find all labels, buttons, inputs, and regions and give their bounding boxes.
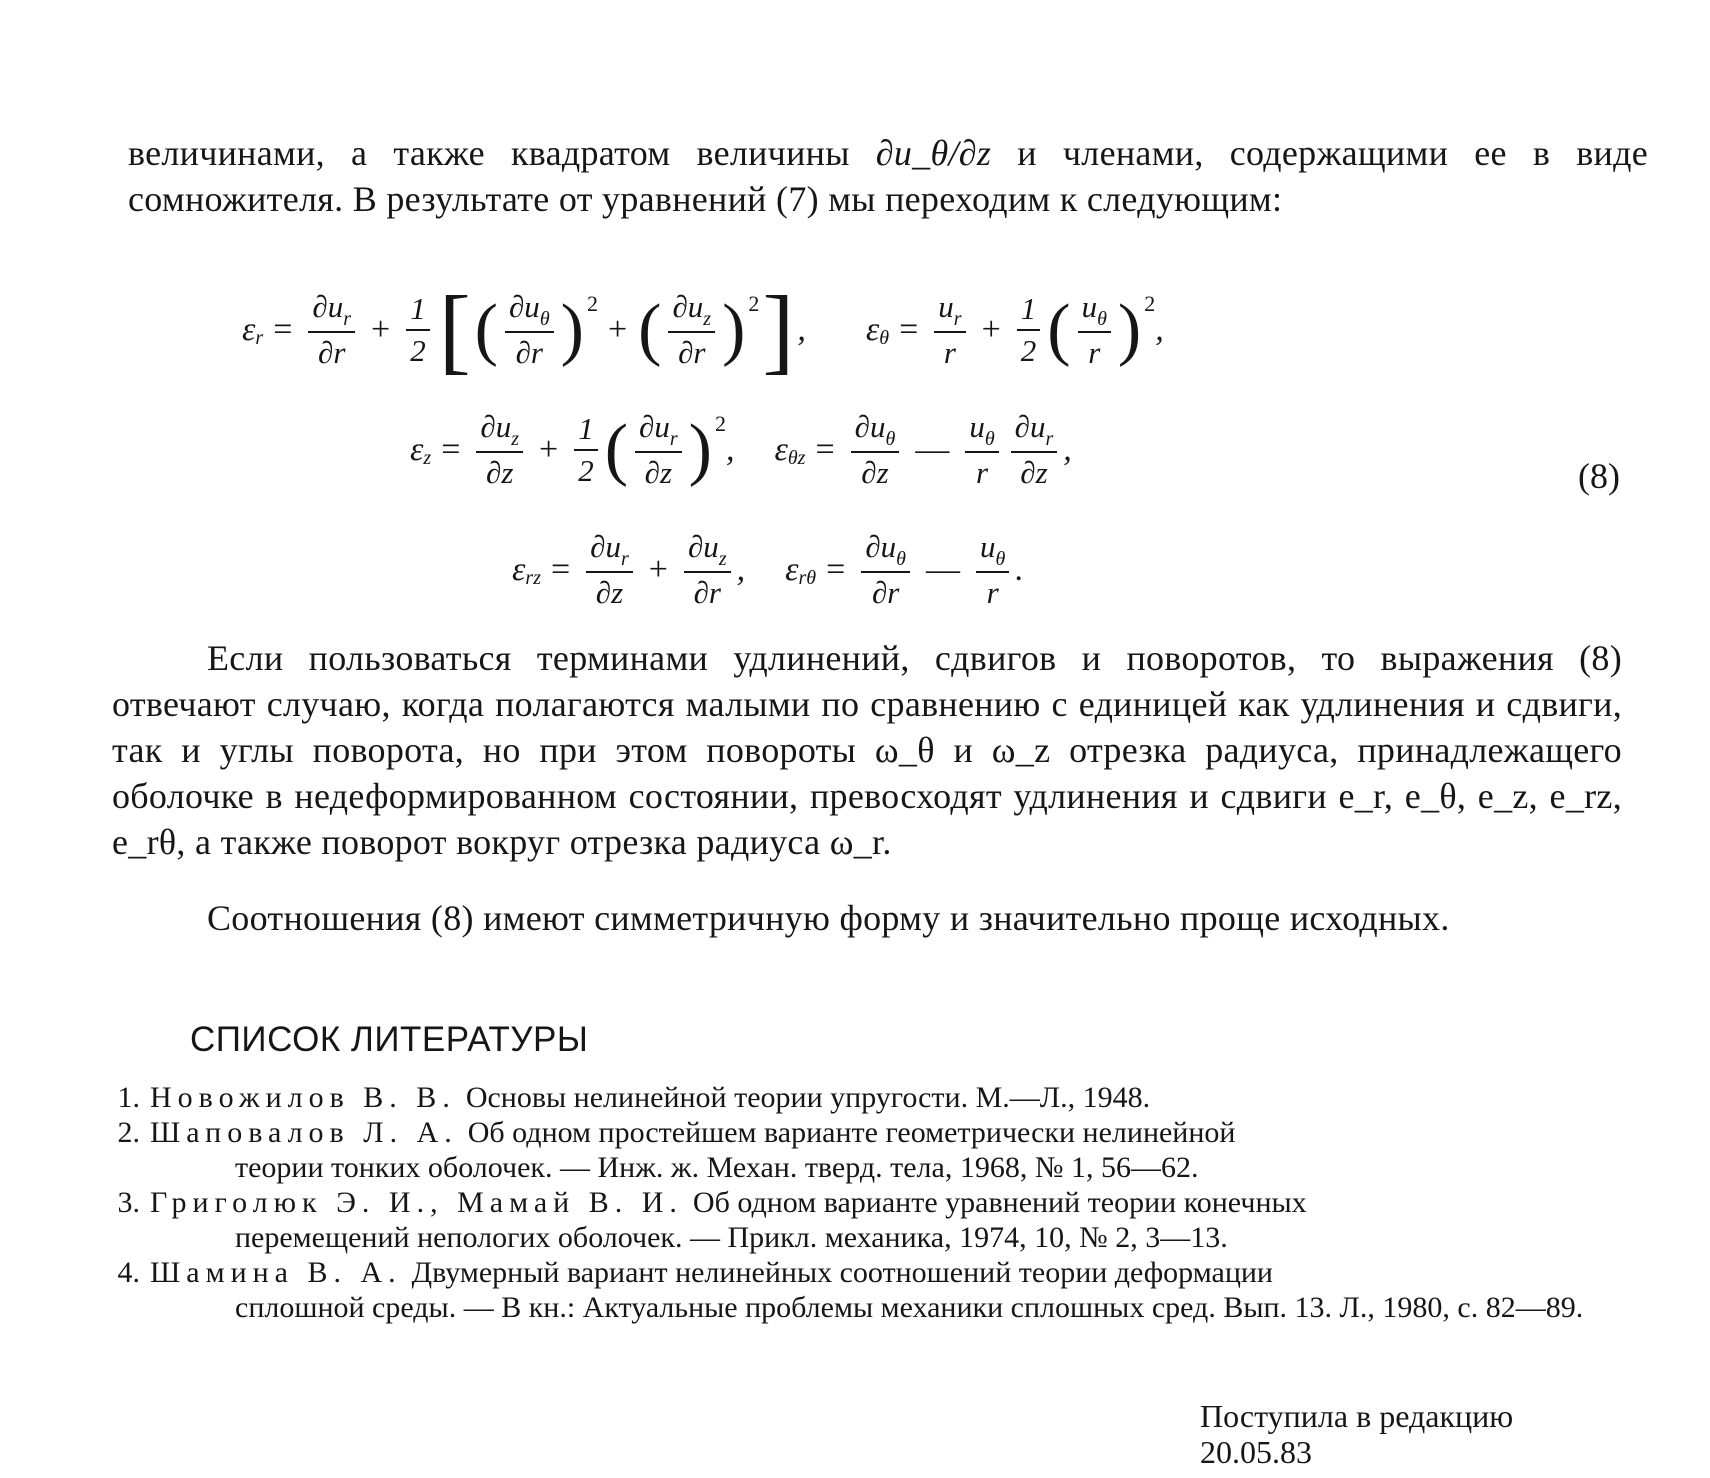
sub-r: r [953, 308, 962, 330]
num-u: u [1081, 289, 1098, 324]
reference-number: 3. [117, 1186, 140, 1219]
sub-r: r [255, 326, 264, 349]
den-two: 2 [410, 333, 426, 368]
fraction-dur-dz [586, 530, 633, 610]
sub-theta: θ [984, 428, 995, 450]
minus-sign: — [915, 431, 950, 468]
intro-text-a: величинами, а также квадратом величины [128, 133, 876, 173]
den-dr: ∂r [318, 335, 346, 370]
num-one: 1 [574, 412, 598, 451]
den-dr: ∂r [693, 575, 721, 610]
fraction-dutheta-dz [851, 410, 900, 490]
equals-sign: = [826, 551, 846, 588]
reference-continuation: перемещений непологих оболочек. — Прикл. механика, 1974, 10, № 2, 3—13. [235, 1221, 1228, 1254]
num-du: ∂u [639, 409, 670, 444]
den-dz: ∂z [486, 455, 514, 490]
num-du: ∂u [312, 289, 344, 324]
reference-author: Шамина В. А. [150, 1256, 402, 1289]
fraction-dur-dz [1011, 410, 1058, 490]
sup-two: 2 [714, 411, 726, 436]
reference-text: Об одном простейшем варианте геометрически нелинейной [467, 1116, 1236, 1149]
equals-sign: = [550, 551, 571, 588]
reference-body [150, 1255, 1612, 1325]
num-du: ∂u [590, 529, 621, 564]
reference-item [92, 1115, 1612, 1185]
epsilon-symbol: ε [785, 551, 799, 588]
fraction-half [1017, 292, 1041, 368]
den-r: r [943, 335, 956, 370]
reference-continuation: теории тонких оболочек. — Инж. ж. Механ. тверд. тела, 1968, № 1, 56—62. [235, 1151, 1199, 1184]
sub-rz: rz [525, 566, 541, 589]
fraction-utheta-r [965, 410, 998, 490]
sub-z: z [718, 548, 727, 570]
den-dz: ∂z [644, 455, 673, 490]
num-du: ∂u [865, 529, 897, 564]
right-paren: ) [688, 411, 712, 488]
epsilon-symbol: ε [410, 431, 424, 468]
reference-author: Шаповалов Л. А. [150, 1116, 458, 1149]
equals-sign: = [815, 431, 835, 468]
intro-text-b: и членами, содержащими ее в виде сомножителя. В результате от уравнений (7) мы переходим к следующим: [128, 133, 1648, 219]
epsilon-symbol: ε [242, 311, 256, 348]
plus-sign: + [539, 431, 559, 468]
reference-text: Об одном варианте уравнений теории конечных [692, 1186, 1307, 1219]
sub-theta: θ [539, 308, 550, 330]
sub-theta: θ [879, 326, 890, 349]
plus-sign: + [648, 551, 668, 588]
epsilon-symbol: ε [512, 551, 526, 588]
fraction-dutheta-dr [861, 530, 910, 610]
reference-text: Двумерный вариант нелинейных соотношений теории деформации [411, 1256, 1273, 1289]
intro-paragraph [128, 130, 1648, 222]
received-date: 20.05.83 [1200, 1434, 1312, 1470]
comma: , [725, 431, 735, 468]
num-du: ∂u [672, 289, 704, 324]
sub-thetaz: θz [787, 446, 806, 469]
sub-r: r [343, 308, 352, 330]
right-paren: ) [560, 291, 584, 368]
comma: , [1063, 431, 1072, 468]
fraction-duz-dz [476, 410, 523, 490]
den-dz: ∂z [861, 455, 889, 490]
reference-text: Основы нелинейной теории упругости. М.—Л., 1948. [465, 1081, 1151, 1114]
fraction-duz-dr [684, 530, 731, 610]
fraction-half [406, 292, 430, 368]
equation-line-3 [512, 530, 1024, 610]
sub-theta: θ [885, 428, 896, 450]
equals-sign: = [441, 431, 461, 468]
fraction-duz-dr [668, 290, 715, 370]
den-r: r [975, 455, 989, 490]
reference-item [92, 1255, 1612, 1325]
sub-rtheta: rθ [798, 566, 817, 589]
period: . [1015, 551, 1024, 588]
received-label: Поступила в редакцию [1200, 1398, 1514, 1434]
body-paragraph-1: Если пользоваться терминами удлинений, сдвигов и поворотов, то выражения (8) отвечают случаю, когда полагаются малыми по сравнению с единицей как удлинения и сдвиги, так и углы поворота, но при этом повороты ω_θ и ω_z отрезка радиуса, принадлежащего оболочке в недеформированном состоянии, превосходят удлинения и сдвиги e_r, e_θ, e_z, e_rz, e_rθ, а также поворот вокруг отрезка радиуса ω_r. [112, 638, 1622, 862]
sub-theta: θ [896, 548, 906, 570]
reference-body [150, 1185, 1612, 1255]
right-paren: ) [1117, 291, 1142, 368]
equation-line-2 [410, 410, 1072, 490]
equation-line-1 [242, 276, 1164, 383]
sub-z: z [511, 428, 520, 450]
fraction-dur-dr [308, 290, 355, 370]
equals-sign: = [899, 311, 919, 348]
fraction-half [574, 412, 598, 488]
num-u: u [979, 529, 996, 564]
left-paren: ( [1047, 291, 1071, 368]
num-du: ∂u [508, 289, 540, 324]
sub-r: r [1045, 428, 1054, 450]
references-title: СПИСОК ЛИТЕРАТУРЫ [190, 1020, 589, 1059]
den-r: r [986, 575, 999, 610]
plus-sign: + [981, 311, 1001, 348]
equation-number: (8) [1578, 456, 1620, 496]
fraction-utheta-r [976, 530, 1009, 610]
num-one: 1 [406, 292, 430, 331]
fraction-dur-dz [635, 410, 682, 490]
reference-number: 4. [117, 1256, 140, 1289]
references-list [92, 1080, 1612, 1325]
body-paragraph-2: Соотношения (8) имеют симметричную форму и значительно проще исходных. [207, 898, 1450, 938]
sub-z: z [703, 308, 712, 330]
sup-two: 2 [748, 291, 760, 316]
epsilon-symbol: ε [865, 311, 880, 348]
plus-sign: + [607, 311, 628, 348]
den-dr: ∂r [515, 335, 543, 370]
received-note [1200, 1398, 1513, 1470]
left-bracket: [ [438, 276, 471, 383]
left-paren: ( [474, 291, 498, 368]
reference-author: Григолюк Э. И., Мамай В. И. [150, 1186, 683, 1219]
left-paren: ( [638, 291, 662, 368]
num-u: u [938, 289, 954, 324]
num-du: ∂u [687, 529, 719, 564]
num-one: 1 [1017, 292, 1041, 331]
sub-z: z [423, 446, 432, 469]
num-du: ∂u [480, 409, 512, 444]
equals-sign: = [273, 311, 293, 348]
reference-body [150, 1080, 1612, 1115]
left-paren: ( [604, 411, 629, 488]
sub-r: r [669, 428, 678, 450]
fraction-ur-r [934, 290, 965, 370]
den-dr: ∂r [678, 335, 706, 370]
reference-continuation: сплошной среды. — В кн.: Актуальные проблемы механики сплошных сред. Вып. 13. Л., 1980, с. 82—89. [235, 1291, 1584, 1324]
comma: , [1155, 311, 1164, 348]
den-dz: ∂z [595, 575, 624, 610]
right-bracket: ] [762, 276, 795, 383]
num-du: ∂u [854, 409, 886, 444]
reference-number: 1. [117, 1081, 140, 1114]
plus-sign: + [371, 311, 391, 348]
reference-number: 2. [117, 1116, 140, 1149]
comma: , [736, 551, 746, 588]
reference-item [92, 1185, 1612, 1255]
intro-math-derivative: ∂u_θ/∂z [875, 133, 992, 173]
den-two: 2 [1020, 333, 1037, 368]
fraction-utheta-r [1078, 290, 1111, 370]
sup-two: 2 [1144, 291, 1156, 316]
den-two: 2 [578, 453, 594, 488]
den-dz: ∂z [1020, 455, 1048, 490]
fraction-dutheta-dr [505, 290, 554, 370]
sub-theta: θ [995, 548, 1006, 570]
epsilon-symbol: ε [774, 431, 788, 468]
sub-theta: θ [1097, 308, 1107, 330]
sup-two: 2 [586, 291, 598, 316]
minus-sign: — [925, 551, 960, 588]
comma: , [797, 311, 806, 348]
num-u: u [969, 409, 985, 444]
den-r: r [1088, 335, 1101, 370]
den-dr: ∂r [871, 575, 900, 610]
reference-item [92, 1080, 1612, 1115]
sub-r: r [621, 548, 629, 570]
reference-body [150, 1115, 1612, 1185]
num-du: ∂u [1014, 409, 1046, 444]
reference-author: Новожилов В. В. [150, 1081, 456, 1114]
right-paren: ) [722, 291, 746, 368]
